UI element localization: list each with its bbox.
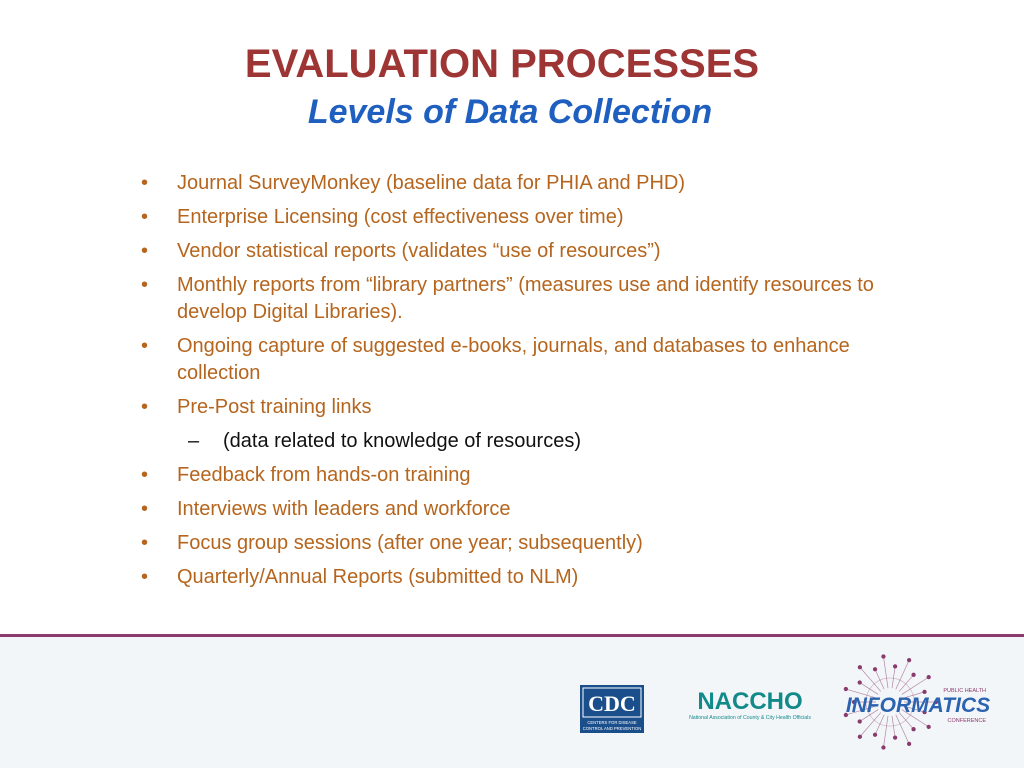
phi-dot — [858, 681, 862, 685]
bullet-marker: • — [141, 532, 149, 554]
bullet-marker: • — [141, 274, 149, 296]
bullet-marker: • — [141, 396, 149, 418]
bullet-text: Focus group sessions (after one year; subsequently) — [177, 532, 643, 554]
bullet-marker: • — [141, 240, 149, 262]
bullet-text: Feedback from hands-on training — [177, 464, 471, 486]
bullet-text: Journal SurveyMonkey (baseline data for PHIA and PHD) — [177, 172, 686, 194]
bullet-marker: • — [141, 566, 149, 588]
phi-dot — [858, 665, 862, 669]
bullet-item — [140, 394, 920, 421]
bullet-item — [140, 170, 920, 197]
phi-dot — [873, 733, 877, 737]
phi-dot — [882, 746, 886, 750]
phi-logo-top: PUBLIC HEALTH — [943, 688, 986, 694]
bullet-item — [140, 272, 920, 326]
bullet-text: (data related to knowledge of resources) — [223, 430, 581, 452]
slide-title: EVALUATION PROCESSES — [244, 42, 760, 86]
phi-dot — [907, 742, 911, 746]
bullet-item — [140, 496, 920, 523]
phi-ray — [892, 716, 895, 738]
phi-dot — [873, 667, 877, 671]
phi-logo-name: INFORMATICS — [845, 694, 991, 717]
phi-dot — [858, 720, 862, 724]
phi-informatics-logo — [838, 650, 998, 754]
bullet-marker: • — [141, 206, 149, 228]
bullet-marker: • — [141, 498, 149, 520]
phi-dot — [927, 675, 931, 679]
phi-dot — [907, 658, 911, 662]
phi-dot — [927, 725, 931, 729]
bullet-item — [140, 333, 920, 387]
bullet-text: Vendor statistical reports (validates “use of resources”) — [177, 240, 661, 262]
naccho-logo-tagline: National Association of County & City Health Officials — [689, 715, 811, 721]
bullet-text: Pre-Post training links — [177, 396, 372, 418]
phi-dot — [893, 736, 897, 740]
bullet-item — [140, 238, 920, 265]
bullet-marker: • — [141, 464, 149, 486]
cdc-logo-name: CDC — [588, 691, 636, 716]
phi-ray — [892, 666, 895, 688]
phi-dot — [912, 673, 916, 677]
cdc-logo — [580, 685, 644, 733]
cdc-logo-line2: CONTROL AND PREVENTION — [582, 726, 642, 731]
bullet-list — [140, 170, 920, 598]
phi-dot — [893, 665, 897, 669]
bullet-item — [140, 462, 920, 489]
bullet-item — [140, 564, 920, 591]
naccho-logo-name: NACCHO — [697, 688, 803, 715]
phi-dot — [858, 735, 862, 739]
bullet-text: Enterprise Licensing (cost effectiveness over time) — [177, 206, 624, 228]
naccho-logo — [688, 687, 812, 723]
phi-ray — [860, 683, 879, 695]
bullet-marker: • — [141, 172, 149, 194]
cdc-logo-line1: CENTERS FOR DISEASE — [587, 720, 637, 725]
bullet-text: Interviews with leaders and workforce — [177, 498, 511, 520]
bullet-text: Monthly reports from “library partners” (measures use and identify resources to develop Digital Libraries). — [177, 274, 874, 323]
sub-bullet-item — [140, 428, 920, 455]
phi-ray — [883, 656, 888, 688]
phi-logo-bottom: CONFERENCE — [947, 718, 986, 724]
dash-marker: – — [188, 430, 200, 452]
bullet-text: Ongoing capture of suggested e-books, journals, and databases to enhance collection — [177, 335, 850, 384]
phi-ray — [883, 716, 888, 748]
bullet-marker: • — [141, 335, 149, 357]
slide-subtitle: Levels of Data Collection — [307, 93, 713, 131]
phi-dot — [912, 727, 916, 731]
phi-dot — [844, 687, 848, 691]
bullet-text: Quarterly/Annual Reports (submitted to NLM) — [177, 566, 579, 588]
bullet-item — [140, 204, 920, 231]
phi-dot — [882, 655, 886, 659]
bullet-item — [140, 530, 920, 557]
